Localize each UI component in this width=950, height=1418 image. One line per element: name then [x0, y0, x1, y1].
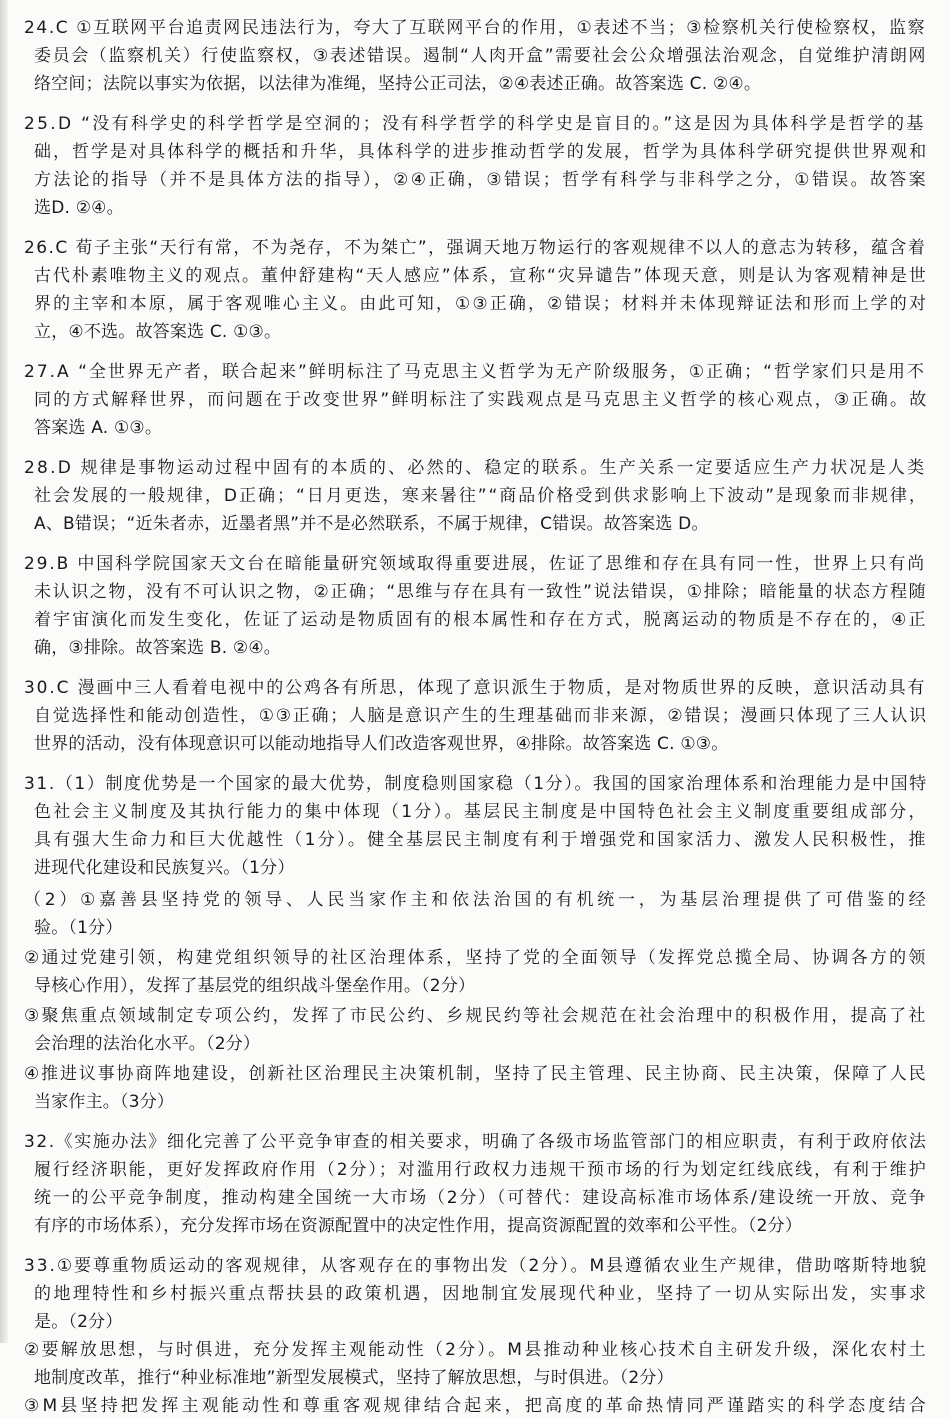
text-line: ③聚焦重点领域制定专项公约，发挥了市民公约、乡规民约等社会规范在社会治理中的积极作用，提高了社 — [24, 1006, 928, 1026]
text-line: 界的主宰和本原，属于客观唯心主义。由此可知，①③正确，②错误；材料并未体现辩证法和形而上学的对 — [34, 294, 929, 314]
text-line: 是。（2分） — [34, 1312, 123, 1332]
text-line: 具有强大生命力和巨大优越性（1分）。健全基层民主制度有利于增强党和国家活力、激发人民积极性，推 — [34, 830, 928, 850]
text-line: 未认识之物，没有不可认识之物，②正确；“思维与存在具有一致性”说法错误，①排除；暗能量的状态方程随 — [34, 582, 928, 602]
text-line: 确，③排除。故答案选 B. ②④。 — [34, 638, 281, 658]
text-line: 同的方式解释世界，而问题在于改变世界”鲜明标注了实践观点是马克思主义哲学的核心观点，③正确。故 — [34, 390, 929, 410]
text-line: 古代朴素唯物主义的观点。董仲舒建构“天人感应”体系，宣称“灾异谴告”体现天意，则是认为客观精神是世 — [34, 266, 928, 286]
text-line: 31.（1）制度优势是一个国家的最大优势，制度稳则国家稳（1分）。我国的国家治理体系和治理能力是中国特 — [24, 774, 928, 794]
text-line: 32.《实施办法》细化完善了公平竞争审查的相关要求，明确了各级市场监管部门的相应职责，有利于政府依法 — [24, 1132, 928, 1152]
text-line: 的地理特性和乡村振兴重点帮扶县的政策机遇，因地制宜发展现代种业，坚持了一切从实际出发，实事求 — [34, 1284, 929, 1304]
text-line: 当家作主。（3分） — [34, 1092, 175, 1112]
text-line: 础，哲学是对具体科学的概括和升华，具体科学的进步推动哲学的发展，哲学为具体科学研究提供世界观和 — [34, 142, 929, 162]
text-line: 29.B 中国科学院国家天文台在暗能量研究领域取得重要进展，佐证了思维和存在具有同一性，世界上只有尚 — [24, 554, 927, 574]
text-line: 33.①要尊重物质运动的客观规律，从客观存在的事物出发（2分）。M县遵循农业生产规律，借助喀斯特地貌 — [24, 1256, 929, 1276]
page-left-edge — [0, 0, 8, 1343]
text-line: （2）①嘉善县坚持党的领导、人民当家作主和依法治国的有机统一，为基层治理提供了可借鉴的经 — [24, 890, 930, 910]
text-line: 有序的市场体系），充分发挥市场在资源配置中的决定性作用，提高资源配置的效率和公平性。（2分） — [34, 1216, 803, 1236]
text-line: 选D. ②④。 — [34, 198, 124, 218]
text-line: 27.A “全世界无产者，联合起来”鲜明标注了马克思主义哲学为无产阶级服务，①正确；“哲学家们只是用不 — [24, 362, 926, 382]
text-line: ②通过党建引领，构建党组织领导的社区治理体系，坚持了党的全面领导（发挥党总揽全局、协调各方的领 — [24, 948, 928, 968]
answer-document — [10, 0, 940, 1416]
text-line: 委员会（监察机关）行使监察权，③表述错误。遏制“人肉开盒”需要社会公众增强法治观念，自觉维护清朗网 — [34, 46, 928, 66]
text-line: 络空间；法院以事实为依据，以法律为准绳，坚持公正司法，②④表述正确。故答案选 C. ②④。 — [34, 74, 762, 94]
text-line: 色社会主义制度及其执行能力的集中体现（1分）。基层民主制度是中国特色社会主义制度重要组成部分， — [34, 802, 928, 822]
text-line: ④推进议事协商阵地建设，创新社区治理民主决策机制，坚持了民主管理、民主协商、民主决策，保障了人民 — [24, 1064, 928, 1084]
text-line: 统一的公平竞争制度，推动构建全国统一大市场（2分）（可替代：建设高标准市场体系/建设统一开放、竞争 — [34, 1188, 928, 1208]
text-line: 方法论的指导（并不是具体方法的指导），②④正确，③错误；哲学有科学与非科学之分，①错误。故答案 — [34, 170, 929, 190]
text-line: 立，④不选。故答案选 C. ①③。 — [34, 322, 282, 342]
text-line: 地制度改革，推行“种业标准地”新型发展模式，坚持了解放思想，与时俱进。（2分） — [34, 1368, 674, 1388]
text-line: 自觉选择性和能动创造性，①③正确；人脑是意识产生的生理基础而非来源，②错误；漫画只体现了三人认识 — [34, 706, 928, 726]
text-line: 导核心作用），发挥了基层党的组织战斗堡垒作用。（2分） — [34, 976, 476, 996]
text-line: 验。（1分） — [34, 918, 123, 938]
text-line: 社会发展的一般规律，D正确；“日月更迭，寒来暑往”“商品价格受到供求影响上下波动”是现象而非规律， — [34, 486, 928, 506]
text-line: ③M县坚持把发挥主观能动性和尊重客观规律结合起来，把高度的革命热情同严谨踏实的科学态度结合 — [24, 1396, 929, 1416]
text-line: 着宇宙演化而发生变化，佐证了运动是物质固有的根本属性和存在方式，脱离运动的物质是不存在的，④正 — [34, 610, 928, 630]
text-line: ②要解放思想，与时俱进，充分发挥主观能动性（2分）。M县推动种业核心技术自主研发升级，深化农村土 — [24, 1340, 928, 1360]
text-line: 世界的活动，没有体现意识可以能动地指导人们改造客观世界，④排除。故答案选 C. ①③。 — [34, 734, 729, 754]
text-line: 进现代化建设和民族复兴。（1分） — [34, 858, 295, 878]
text-line: 28.D 规律是事物运动过程中固有的本质的、必然的、稳定的联系。生产关系一定要适应生产力状况是人类 — [24, 458, 927, 478]
text-line: 25.D “没有科学史的科学哲学是空洞的；没有科学哲学的科学史是盲目的。”这是因为具体科学是哲学的基 — [24, 114, 926, 134]
text-line: 答案选 A. ①③。 — [34, 418, 163, 438]
text-line: 会治理的法治化水平。（2分） — [34, 1034, 261, 1054]
text-line: 30.C 漫画中三人看着电视中的公鸡各有所思，体现了意识派生于物质，是对物质世界的反映，意识活动具有 — [24, 678, 927, 698]
text-line: 履行经济职能，更好发挥政府作用（2分）；对滥用行政权力违规干预市场的行为划定红线底线，有利于维护 — [34, 1160, 928, 1180]
text-line: 24.C ①互联网平台追责网民违法行为，夸大了互联网平台的作用，①表述不当；③检察机关行使检察权，监察 — [24, 18, 927, 38]
text-line: A、B错误；“近朱者赤，近墨者黑”并不是必然联系，不属于规律，C错误。故答案选 D。 — [34, 514, 709, 534]
text-line: 26.C 荀子主张“天行有常，不为尧存，不为桀亡”，强调天地万物运行的客观规律不以人的意志为转移，蕴含着 — [24, 238, 927, 258]
